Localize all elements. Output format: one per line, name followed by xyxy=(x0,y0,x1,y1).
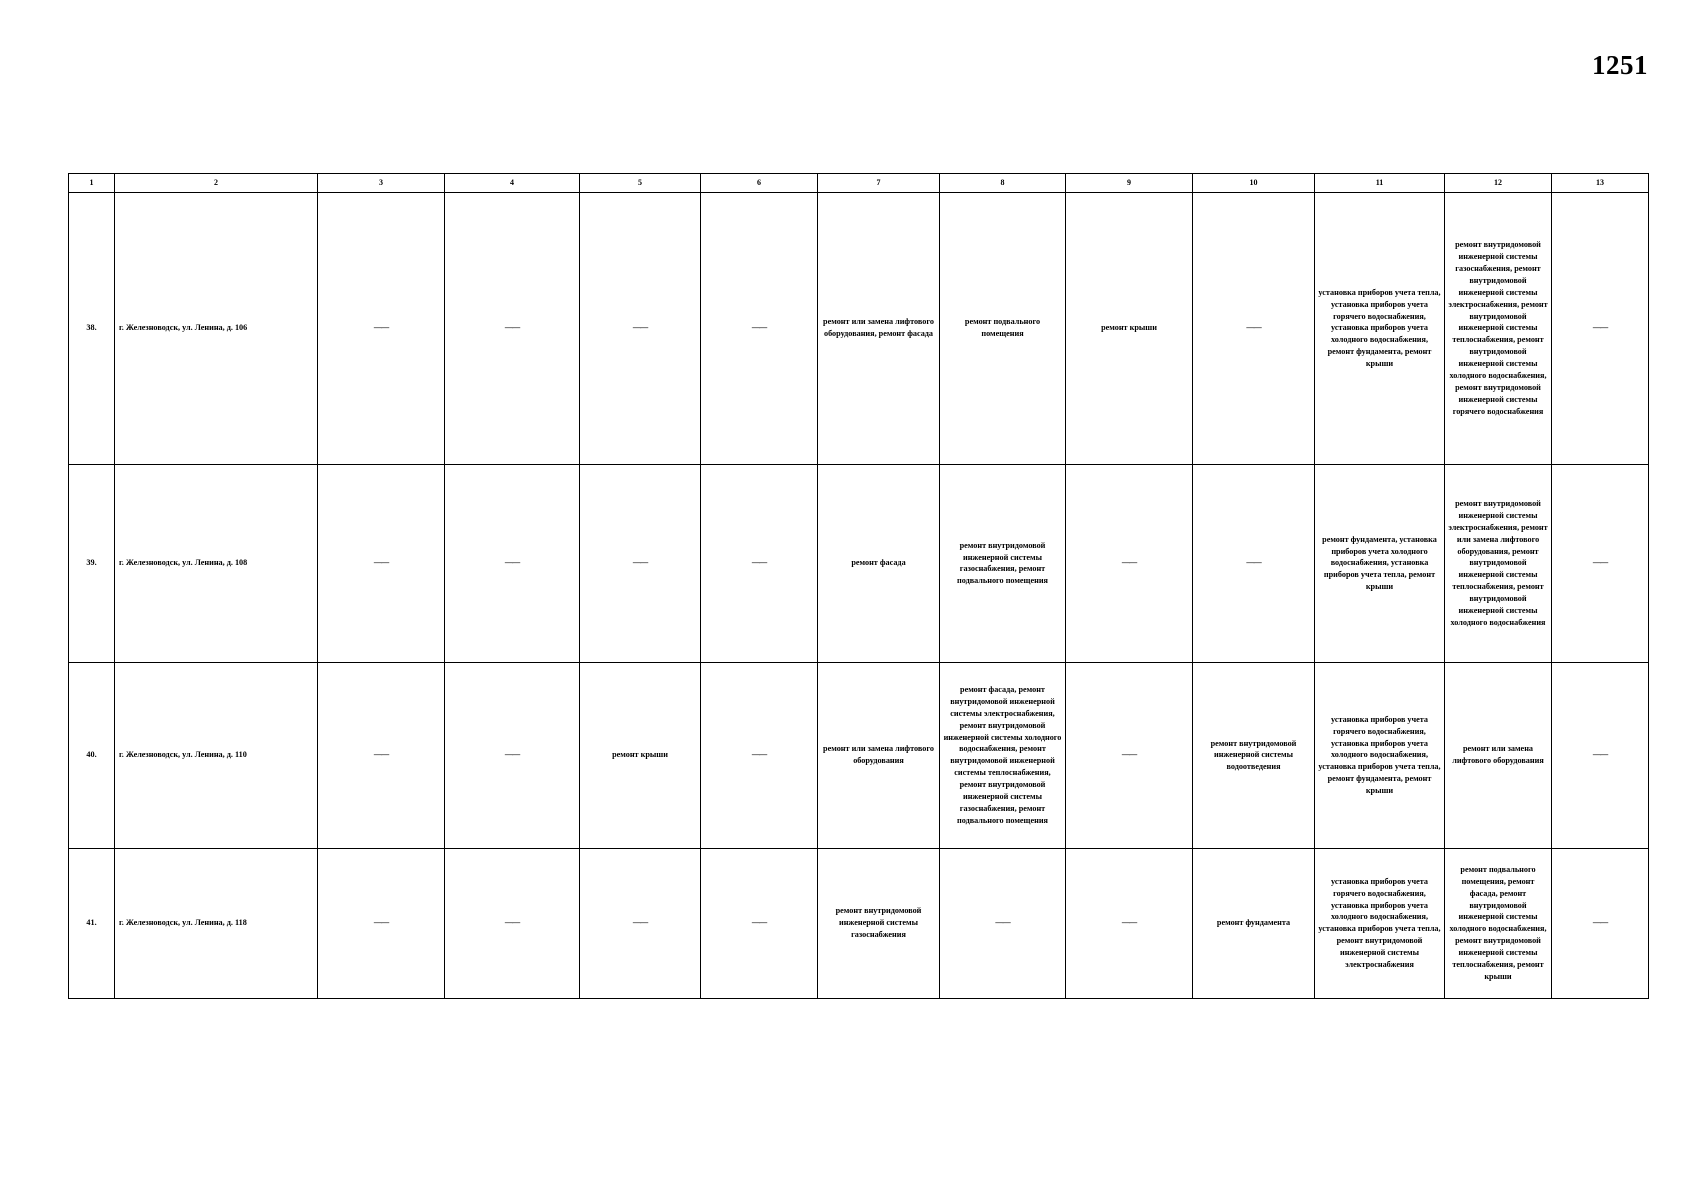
table-cell: —— xyxy=(1193,464,1315,662)
table-cell: —— xyxy=(940,848,1066,998)
row-number: 41. xyxy=(69,848,115,998)
table-cell: —— xyxy=(1552,848,1649,998)
page-number: 1251 xyxy=(1592,50,1648,80)
table-cell: —— xyxy=(445,464,580,662)
table-cell: ремонт или замена лифтового оборудования, ремонт фасада xyxy=(818,193,940,465)
table-cell: —— xyxy=(580,848,701,998)
table-cell: установка приборов учета тепла, установка приборов учета горячего водоснабжения, установка приборов учета холодного водоснабжения, ремонт фундамента, ремонт крыши xyxy=(1315,193,1445,465)
row-number: 39. xyxy=(69,464,115,662)
table-cell: —— xyxy=(701,663,818,848)
column-number: 3 xyxy=(318,174,445,193)
table-cell: ремонт подвального помещения, ремонт фасада, ремонт внутридомовой инженерной системы холодного водоснабжения, ремонт внутридомовой инженерной системы теплоснабжения, ремонт крыши xyxy=(1445,848,1552,998)
table-cell: ремонт или замена лифтового оборудования xyxy=(818,663,940,848)
table-cell: ремонт крыши xyxy=(1066,193,1193,465)
table-cell: ремонт внутридомовой инженерной системы газоснабжения, ремонт подвального помещения xyxy=(940,464,1066,662)
table-cell: —— xyxy=(1066,464,1193,662)
table-cell: ремонт внутридомовой инженерной системы электроснабжения, ремонт или замена лифтового оборудования, ремонт внутридомовой инженерной системы теплоснабжения, ремонт внутридомовой инженерной системы холодного водоснабжения xyxy=(1445,464,1552,662)
column-number: 9 xyxy=(1066,174,1193,193)
table-cell: установка приборов учета горячего водоснабжения, установка приборов учета холодного водоснабжения, установка приборов учета тепла, ремонт фундамента, ремонт крыши xyxy=(1315,663,1445,848)
table-row xyxy=(69,464,1649,662)
table-cell: ремонт фасада xyxy=(818,464,940,662)
table-cell: —— xyxy=(580,464,701,662)
table-row xyxy=(69,193,1649,465)
table-cell: —— xyxy=(1552,464,1649,662)
table-cell: —— xyxy=(1066,848,1193,998)
table-cell: ремонт внутридомовой инженерной системы водоотведения xyxy=(1193,663,1315,848)
column-number: 10 xyxy=(1193,174,1315,193)
table-cell: —— xyxy=(318,464,445,662)
table-cell: установка приборов учета горячего водоснабжения, установка приборов учета холодного водоснабжения, установка приборов учета тепла, ремонт внутридомовой инженерной системы электроснабжения xyxy=(1315,848,1445,998)
table-cell: ремонт фундамента, установка приборов учета холодного водоснабжения, установка приборов учета тепла, ремонт крыши xyxy=(1315,464,1445,662)
column-number: 13 xyxy=(1552,174,1649,193)
table-cell: —— xyxy=(318,193,445,465)
table-cell: ремонт внутридомовой инженерной системы газоснабжения, ремонт внутридомовой инженерной системы электроснабжения, ремонт внутридомовой инженерной системы теплоснабжения, ремонт внутридомовой инженерной системы холодного водоснабжения, ремонт внутридомовой инженерной системы горячего водоснабжения xyxy=(1445,193,1552,465)
address-cell: г. Железноводск, ул. Ленина, д. 106 xyxy=(115,193,318,465)
table-cell: —— xyxy=(1193,193,1315,465)
table-row xyxy=(69,848,1649,998)
row-number: 38. xyxy=(69,193,115,465)
column-number: 5 xyxy=(580,174,701,193)
table-cell: —— xyxy=(701,848,818,998)
table-cell: —— xyxy=(445,663,580,848)
address-cell: г. Железноводск, ул. Ленина, д. 110 xyxy=(115,663,318,848)
column-number-row xyxy=(69,174,1649,193)
table-cell: ремонт или замена лифтового оборудования xyxy=(1445,663,1552,848)
repair-schedule-table xyxy=(68,173,1649,999)
table-cell: —— xyxy=(318,848,445,998)
row-number: 40. xyxy=(69,663,115,848)
table-cell: ремонт крыши xyxy=(580,663,701,848)
table-cell: —— xyxy=(701,464,818,662)
column-number: 6 xyxy=(701,174,818,193)
table-cell: —— xyxy=(580,193,701,465)
table-cell: —— xyxy=(1552,193,1649,465)
table-cell: ремонт фундамента xyxy=(1193,848,1315,998)
table-cell: ремонт фасада, ремонт внутридомовой инженерной системы электроснабжения, ремонт внутридомовой инженерной системы холодного водоснабжения, ремонт внутридомовой инженерной системы теплоснабжения, ремонт внутридомовой инженерной системы газоснабжения, ремонт подвального помещения xyxy=(940,663,1066,848)
column-number: 1 xyxy=(69,174,115,193)
table-cell: ремонт внутридомовой инженерной системы газоснабжения xyxy=(818,848,940,998)
table-cell: —— xyxy=(701,193,818,465)
table-cell: ремонт подвального помещения xyxy=(940,193,1066,465)
column-number: 7 xyxy=(818,174,940,193)
table-cell: —— xyxy=(445,848,580,998)
column-number: 4 xyxy=(445,174,580,193)
column-number: 8 xyxy=(940,174,1066,193)
table-row xyxy=(69,663,1649,848)
address-cell: г. Железноводск, ул. Ленина, д. 118 xyxy=(115,848,318,998)
table-cell: —— xyxy=(318,663,445,848)
table-cell: —— xyxy=(1552,663,1649,848)
table-cell: —— xyxy=(1066,663,1193,848)
column-number: 12 xyxy=(1445,174,1552,193)
address-cell: г. Железноводск, ул. Ленина, д. 108 xyxy=(115,464,318,662)
column-number: 11 xyxy=(1315,174,1445,193)
table-cell: —— xyxy=(445,193,580,465)
column-number: 2 xyxy=(115,174,318,193)
